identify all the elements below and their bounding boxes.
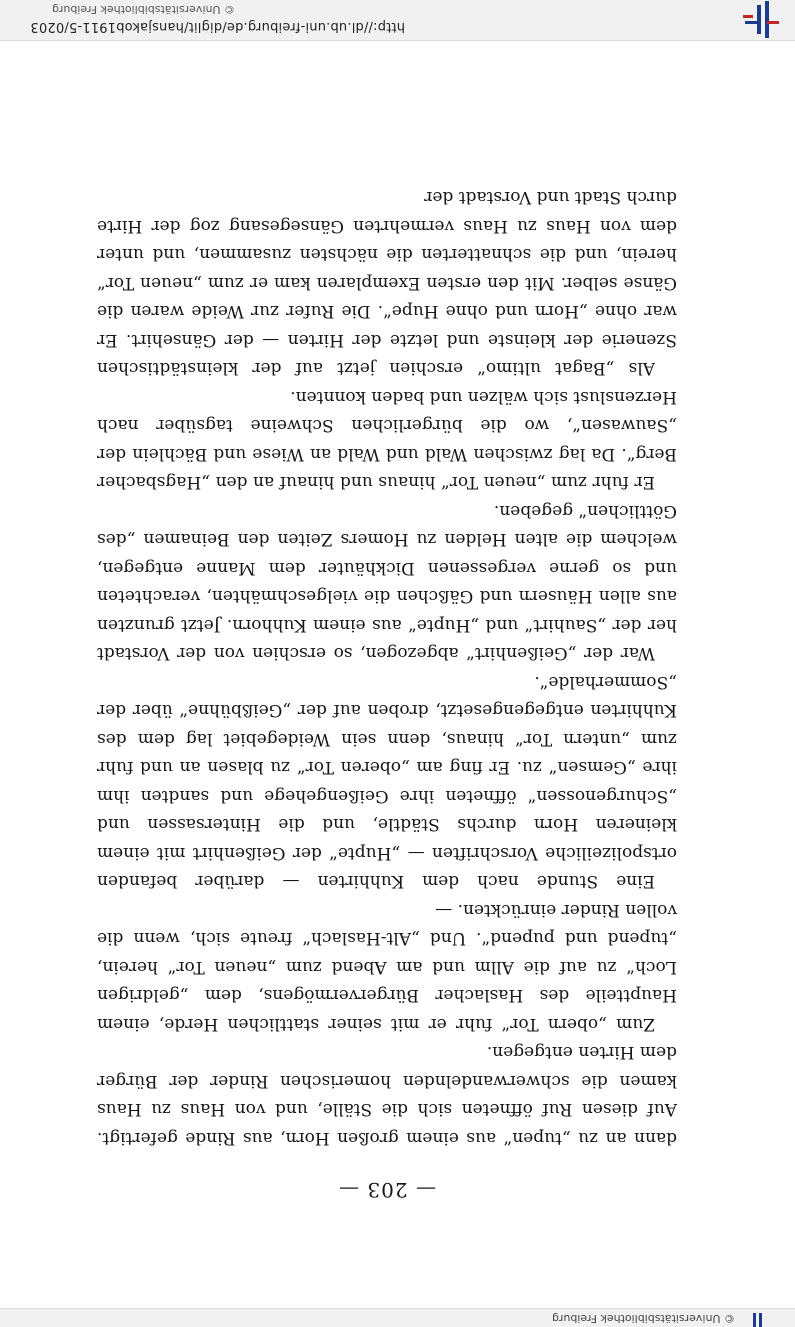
viewer-header-bar: [0, 1308, 795, 1327]
library-credit: © Universitätsbibliothek Freiburg: [552, 1312, 735, 1325]
paragraph: Er fuhr zum „neuen Tor“ hinaus und hinauf an den „Hagsbacher Berg“. Da lag zwischen Wald und Wald an Wiese und Bächlein der „Sauwasen“, wo die bürgerlichen Schweine tagsüber nach Herzenslust sich wälzen und baden konnten.: [97, 387, 677, 493]
paragraph: Als „Bagat ultimo“ erschien jetzt auf der kleinstädtischen Szenerie der kleinste und letzte der Hirten — der Gänsehirt. Er war ohne „Horn und ohne Hupe“. Die Rufer zur Weide waren die Gänse selber. Mit den ersten Exemplaren kam er zum „neuen Tor“ herein, und die schnatterten die nächsten zusammen, und unter dem von Haus zu Haus vermehrten Gänsegesang zog der Hirte durch Stadt und Vorstadt der: [97, 187, 677, 379]
paragraph: Eine Stunde nach dem Kuhhirten — darüber befanden ortspolizeiliche Vorschriften — „Hupte“ der Geißenhirt mit einem kleineren Horn durchs Städtle, und die Hintersassen und „Schurgenossen“ öffneten ihre Geißengehege und sandten ihm ihre „Gemsen“ zu. Er fing am „oberen Tor“ zu blasen an und fuhr zum „untern Tor“ hinaus, denn sein Weidegebiet lag dem des Kuhhirten entgegengesetzt, droben auf der „Geißbühne“ über der „Sommerhalde“.: [97, 672, 677, 892]
library-credit: © Universitätsbibliothek Freiburg: [52, 3, 235, 16]
viewer-footer-bar: [0, 0, 795, 41]
university-logo-icon: [752, 1313, 762, 1327]
paragraph: War der „Geißenhirt“ abgezogen, so erschien von der Vorstadt her der „Sauhirt“ und „Hupte“ aus einem Kuhhorn. Jetzt grunzten aus allen Häusern und Gäßchen die vielgeschmähten, verachteten und so gerne vergessenen Dickhäuter dem Manne entgegen, welchem die alten Helden zu Homers Zeiten den Beinamen „des Göttlichen“ gegeben.: [97, 501, 677, 664]
paragraph: Zum „obern Tor“ fuhr er mit seiner stattlichen Herde, einem Hauptteile des Haslacher Bürgervermögens, dem „geldrigen Loch“ zu auf die Allm und am Abend zum „neuen Tor“ herein, „tupend und pupend“. Und „Alt-Haslach“ freute sich, wenn die vollen Rinder einrückten. —: [97, 900, 677, 1034]
paragraph: dann an zu „tupen“ aus einem großen Horn, aus Rinde gefertigt. Auf diesen Ruf öffneten sich die Ställe, und von Haus zu Haus kamen die schwerwandelnden homerischen Rinder der Bürger dem Hirten entgegen.: [97, 1042, 677, 1148]
document-url[interactable]: http://dl.ub.uni-freiburg.de/diglit/hansjakob1911-5/0203: [30, 19, 405, 34]
book-page: [97, 183, 677, 1202]
university-logo-icon: [739, 1, 779, 38]
page-number: — 203 —: [338, 1178, 436, 1202]
